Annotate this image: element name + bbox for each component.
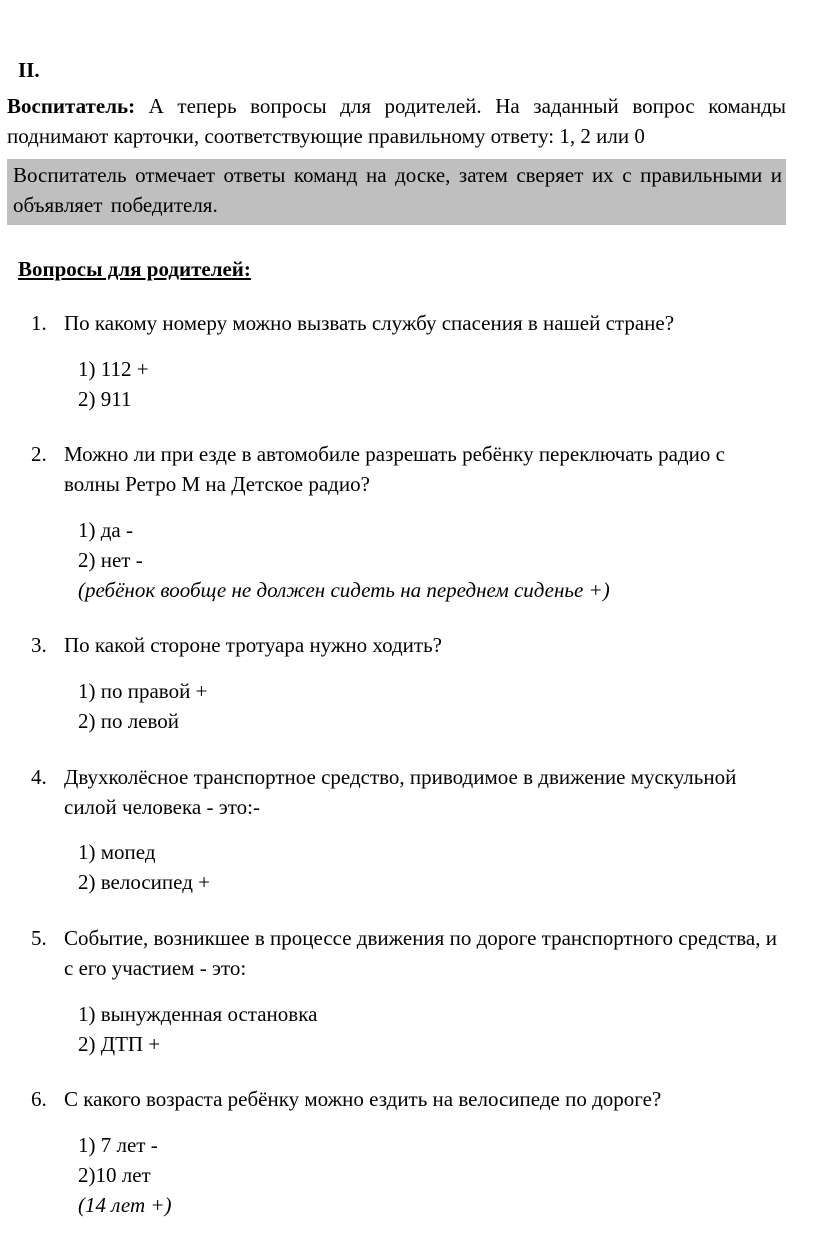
answer-option: 1) мопед — [78, 840, 156, 865]
answer-option: 2) ДТП + — [78, 1031, 161, 1056]
question-item — [7, 763, 786, 898]
question-text: По какому номеру можно вызвать службу спасения в нашей стране? — [64, 310, 675, 335]
answer-option: 1) по правой + — [78, 679, 208, 704]
answers-group — [78, 1131, 786, 1191]
answer-note: (ребёнок вообще не должен сидеть на переднем сиденье +) — [78, 577, 610, 602]
answer-option: 2) велосипед + — [78, 870, 210, 895]
answer-option: 2)10 лет — [78, 1162, 151, 1187]
intro-paragraph — [7, 92, 786, 152]
question-item — [7, 440, 786, 605]
question-number: 4. — [31, 764, 47, 789]
question-number: 2. — [31, 442, 47, 467]
question-item — [7, 309, 786, 414]
question-number: 3. — [31, 633, 47, 658]
answer-option: 1) 7 лет - — [78, 1133, 158, 1158]
answer-option: 1) 112 + — [78, 356, 149, 381]
answer-option: 2) 911 — [78, 386, 132, 411]
section-label: II. — [18, 58, 40, 82]
question-text: Двухколёсное транспортное средство, приводимое в движение мускульной силой человека - это:- — [64, 764, 737, 819]
question-number: 1. — [31, 310, 47, 335]
speaker-label: Воспитатель: — [7, 93, 136, 118]
questions-list — [7, 309, 786, 1221]
question-item — [7, 1085, 786, 1220]
question-text: С какого возраста ребёнку можно ездить на велосипеде по дороге? — [64, 1087, 662, 1112]
answer-option: 1) вынужденная остановка — [78, 1001, 318, 1026]
question-text: Событие, возникшее в процессе движения по дороге транспортного средства, и с его участием - это: — [64, 926, 777, 980]
question-text: Можно ли при езде в автомобиле разрешать ребёнку переключать радио с волны Ретро М на Детское радио? — [64, 442, 725, 497]
question-item — [7, 924, 786, 1059]
answer-note: (14 лет +) — [78, 1192, 172, 1217]
question-number: 5. — [31, 926, 47, 951]
answers-group — [78, 677, 786, 737]
questions-heading: Вопросы для родителей: — [18, 257, 251, 282]
answer-option: 2) нет - — [78, 547, 143, 572]
answers-group — [78, 516, 786, 576]
intro-text: А теперь вопросы для родителей. На заданный вопрос команды поднимают карточки, соответствующие правильному ответу: 1, 2 или 0 — [7, 93, 786, 148]
answer-option: 2) по левой — [78, 709, 180, 733]
question-text: По какой стороне тротуара нужно ходить? — [64, 633, 442, 658]
answers-group — [78, 838, 786, 898]
answer-option: 1) да - — [78, 517, 133, 542]
question-item — [7, 631, 786, 736]
answers-group — [78, 355, 786, 415]
highlighted-paragraph: Воспитатель отмечает ответы команд на доске, затем сверяет их с правильными и объявляет победителя. — [7, 159, 786, 225]
answers-group — [78, 1000, 786, 1060]
question-number: 6. — [31, 1087, 47, 1112]
